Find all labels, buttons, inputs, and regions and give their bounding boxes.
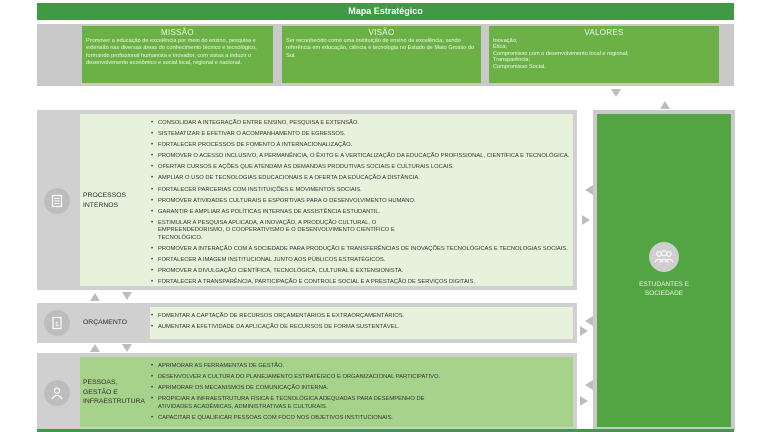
values-list xyxy=(489,37,719,71)
top-band xyxy=(37,24,734,86)
mission-text: Promover a educação de excelência por meio do ensino, pesquisa e extensão nas diversas áreas do conhecimento técnico e tecnológico, formando profissional humanista e inovador, com vistas a induzir o desenvolvimento econômico e social local, regional e nacional. xyxy=(86,38,257,67)
stakeholders-label xyxy=(610,280,718,298)
objective-item: • PROMOVER A INTERAÇÃO COM A SOCIEDADE PARA PRODUÇÃO E TRANSFERÊNCIAS DE INOVAÇÕES TECNOLÓGICAS E TECNOLOGIAS SOCIAIS. xyxy=(150,246,575,254)
objective-item: • CAPACITAR E QUALIFICAR PESSOAS COM FOCO NOS OBJETIVOS INSTITUCIONAIS. xyxy=(150,415,450,423)
stakeholders-label-line: ESTUDANTES E xyxy=(639,281,689,288)
map-title: Mapa Estratégico xyxy=(37,3,734,20)
objective-item: • OFERTAR CURSOS E AÇÕES QUE ATENDAM ÀS DEMANDAS PRODUTIVAS SOCIAIS E CULTURAIS LOCAIS. xyxy=(150,164,575,172)
objective-item: • SISTEMATIZAR E EFETIVAR O ACOMPANHAMENTO DE EGRESSOS. xyxy=(150,131,575,139)
arrow-down-icon xyxy=(122,292,132,300)
arrow-right-icon xyxy=(582,215,590,225)
objective-item: • PROMOVER A DIVULGAÇÃO CIENTÍFICA, TECNOLÓGICA, CULTURAL E EXTENSIONISTA. xyxy=(150,268,575,276)
values-item: Compromisso Social. xyxy=(493,63,546,70)
vision-text: Ser reconhecido como uma instituição de ensino de excelência, sendo referência em educação, ciência e tecnologia no Estado de Mato Grosso do Sul. xyxy=(286,38,475,59)
objective-item: • AMPLIAR O USO DE TECNOLOGIAS EDUCACIONAIS E A OFERTA DA EDUCAÇÃO A DISTÂNCIA. xyxy=(150,175,575,183)
values-title: VALORES xyxy=(584,28,624,37)
objective-item: • GARANTIR E AMPLIAR AS POLÍTICAS INTERNAS DE ASSISTÊNCIA ESTUDANTIL. xyxy=(150,209,575,217)
budget-sheet-icon xyxy=(44,310,70,336)
people-objectives xyxy=(150,363,450,426)
objective-item: • PROMOVER O ACESSO INCLUSIVO, A PERMANÊNCIA, O ÊXITO E A VERTICALIZAÇÃO DA EDUCAÇÃO PROFISSIONAL, CIENTÍFICA E TECNOLÓGICA. xyxy=(150,153,575,161)
section-label-line: INTERNOS xyxy=(83,201,119,209)
objective-item: • FORTALECER PROCESSOS DE FOMENTO À INTERNACIONALIZAÇÃO. xyxy=(150,142,575,150)
objective-item: • FORTALECER A TRANSPARÊNCIA, PARTICIPAÇÃO E CONTROLE SOCIAL E A PRESTAÇÃO DE SERVIÇOS DIGITAIS. xyxy=(150,279,575,287)
mission-card xyxy=(82,26,273,83)
arrow-left-icon xyxy=(585,316,593,326)
budget-objectives xyxy=(150,313,570,335)
objective-item: • ESTIMULAR A PESQUISA APLICADA, A INOVAÇÃO, A PRODUÇÃO CULTURAL, O EMPREENDEDORISMO, O COOPERATIVISMO E O DESENVOLVIMENTO CIENTÍFICO E TECNOLÓGICO. xyxy=(150,220,440,243)
arrow-left-icon xyxy=(585,185,593,195)
values-card xyxy=(489,26,719,83)
people-label xyxy=(83,378,145,407)
processes-label xyxy=(83,191,126,210)
objective-item: • PROMOVER ATIVIDADES CULTURAIS E ESPORTIVAS PARA O DESENVOLVIMENTO HUMANO. xyxy=(150,198,575,206)
budget-label xyxy=(83,318,127,328)
values-item: Inovação; xyxy=(493,38,518,44)
values-item: Compromisso com o desenvolvimento local e regional; xyxy=(493,50,629,57)
objective-item: • APRIMORAR AS FERRAMENTAS DE GESTÃO. xyxy=(150,363,450,371)
section-label-line: ORÇAMENTO xyxy=(83,319,128,326)
values-item: Ética; xyxy=(493,44,507,51)
objective-item: • PROPICIAR A INFRAESTRUTURA FÍSICA E TECNOLÓGICA ADEQUADAS PARA DESEMPENHO DE ATIVIDADES ACADÊMICAS, ADMINISTRATIVAS E CULTURAIS. xyxy=(150,396,450,411)
document-list-icon xyxy=(44,188,70,214)
objective-item: • DESENVOLVER A CULTURA DO PLANEJAMENTO ESTRATÉGICO E ORGANIZACIONAL PARTICIPATIVO. xyxy=(150,374,450,382)
mission-title: MISSÃO xyxy=(161,28,194,37)
stakeholders-label-line: SOCIEDADE xyxy=(644,290,684,297)
objective-item: • FORTALECER A IMAGEM INSTITUCIONAL JUNTO AOS PÚBLICOS ESTRATÉGICOS. xyxy=(150,257,575,265)
objective-item: • APRIMORAR OS MECANISMOS DE COMUNICAÇÃO INTERNA. xyxy=(150,385,450,393)
arrow-left-icon xyxy=(585,380,593,390)
people-group-icon xyxy=(649,242,679,272)
arrow-up-icon xyxy=(90,293,100,301)
section-label-line: PROCESSOS xyxy=(83,192,127,199)
arrow-up-icon xyxy=(90,344,100,352)
section-label-line: PESSOAS, xyxy=(83,379,118,386)
objective-item: • AUMENTAR A EFETIVIDADE DA APLICAÇÃO DE RECURSOS DE FORMA SUSTENTÁVEL. xyxy=(150,324,570,332)
arrow-down-icon xyxy=(122,344,132,352)
arrow-right-icon xyxy=(580,326,588,336)
objective-item: • FOMENTAR A CAPTAÇÃO DE RECURSOS ORÇAMENTÁRIOS E EXTRAORÇAMENTÁRIOS. xyxy=(150,313,570,321)
objective-item: • FORTALECER PARCERIAS COM INSTITUIÇÕES E MOVIMENTOS SOCIAIS. xyxy=(150,187,575,195)
section-label-line: INFRAESTRUTURA xyxy=(83,398,145,405)
processes-objectives xyxy=(150,120,575,290)
objective-item: • CONSOLIDAR A INTEGRAÇÃO ENTRE ENSINO, PESQUISA E EXTENSÃO. xyxy=(150,120,575,128)
arrow-down-icon xyxy=(611,89,621,97)
person-icon xyxy=(44,380,70,406)
section-label-line: GESTÃO E xyxy=(83,388,118,396)
svg-text:$: $ xyxy=(55,321,59,328)
vision-card xyxy=(282,26,481,83)
arrow-up-icon xyxy=(660,101,670,109)
arrow-right-icon xyxy=(580,396,588,406)
vision-title: VISÃO xyxy=(368,28,395,37)
values-item: Transparência; xyxy=(493,57,531,64)
